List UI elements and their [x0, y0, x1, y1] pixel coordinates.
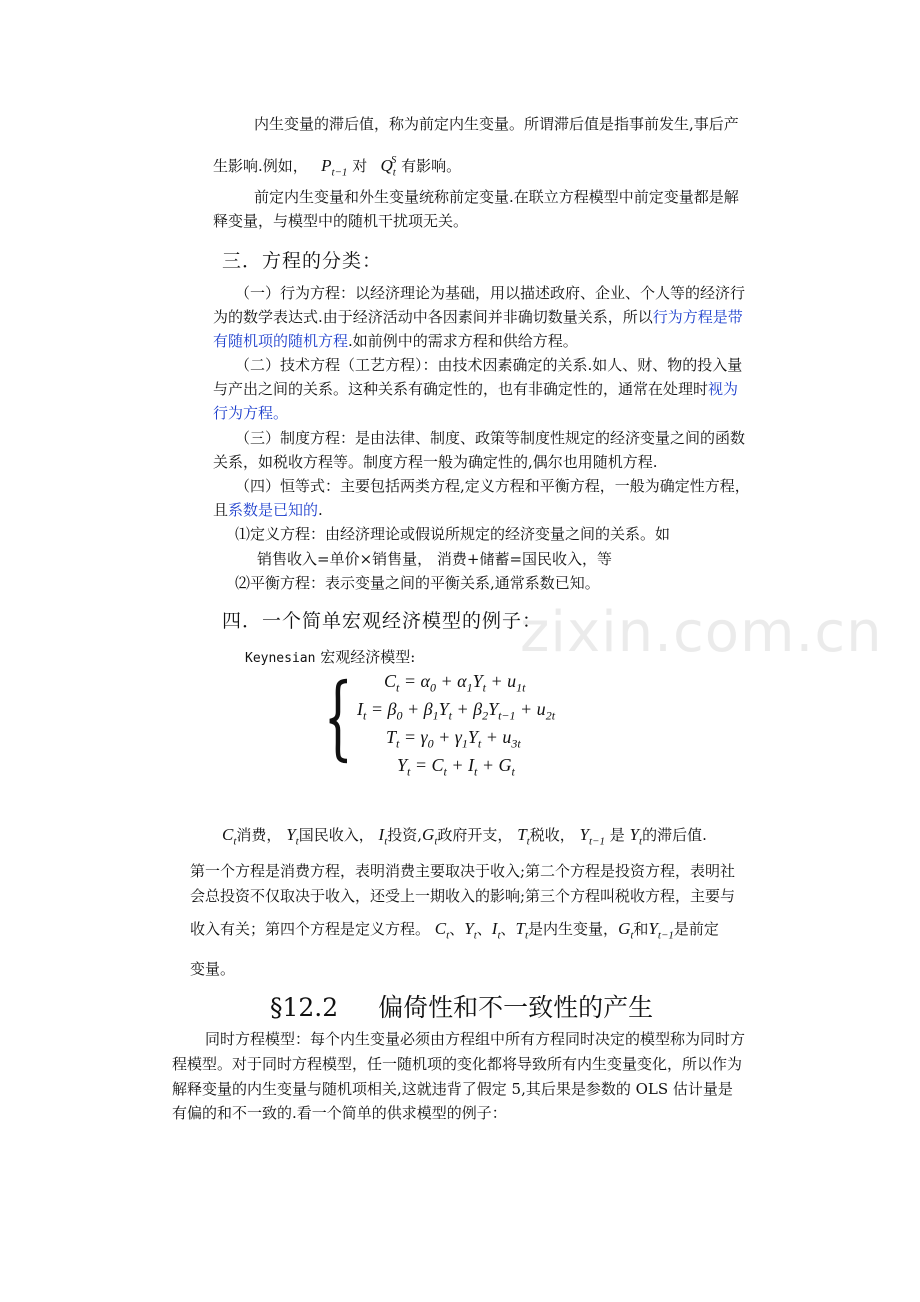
var-t: $T_t$ [517, 825, 530, 848]
heading-equation-classification: 三．方程的分类： [222, 250, 383, 272]
behavioral-highlight-b: 有随机项的随机方程 [213, 332, 349, 350]
para1-line2-text-a: 生影响.例如， [213, 157, 308, 175]
explanation-line4: 变量。 [190, 960, 236, 978]
identity-line2-text-c: . [318, 501, 323, 519]
var-c-desc: 消费， [236, 826, 282, 844]
final-line1: 同时方程模型：每个内生变量必须由方程组中所有方程同时决定的模型称为同时方 [205, 1030, 746, 1048]
equation-tax: $T_t = \gamma_0 + \gamma_1Y_t + u_{3t}$ [386, 727, 521, 751]
definition-eq-line2: 销售收入=单价×销售量， 消费+储蓄=国民收入，等 [257, 550, 613, 568]
math-p-t-1: $P_{t-1}$ [312, 156, 348, 179]
var-g-desc: 政府开支， [437, 826, 513, 844]
explanation-line3-text-d: 是前定 [673, 920, 719, 938]
para2-line2: 释变量，与模型中的随机干扰项无关。 [213, 212, 469, 230]
technical-highlight-b: 行为方程。 [213, 404, 289, 422]
explanation-line2: 会总投资不仅取决于收入，还受上一期收入的影响;第三个方程叫税收方程，主要与 [190, 887, 736, 905]
balance-eq-line: ⑵平衡方程：表示变量之间的平衡关系,通常系数已知。 [235, 574, 600, 592]
keynesian-word: Keynesian [245, 651, 316, 666]
final-line3: 解释变量的内生变量与随机项相关,这就违背了假定 5,其后果是参数的 OLS 估计量是 [172, 1080, 733, 1098]
heading-macro-model: 四．一个简单宏观经济模型的例子： [222, 610, 543, 632]
behavioral-line3-text: .如前例中的需求方程和供给方程。 [348, 332, 578, 350]
definition-eq-line1: ⑴定义方程：由经济理论或假说所规定的经济变量之间的关系。如 [235, 525, 671, 543]
var-y-desc: 国民收入， [298, 826, 374, 844]
var-lag-desc-a: 是 [604, 826, 625, 844]
keynesian-label [245, 646, 415, 670]
explanation-line3: 收入有关；第四个方程是定义方程。 $C_t$、$Y_t$、$I_t$、$T_t$是内生变量，$G_t$和$Y_{t-1}$是前定 [190, 919, 719, 942]
var-t-desc: 税收， [529, 826, 575, 844]
behavioral-line2-text: 为的数学表达式.由于经济活动中各因素间并非确切数量关系，所以 [213, 308, 653, 326]
behavioral-highlight-a: 行为方程是带 [652, 308, 743, 326]
equation-income-identity: $Y_t = C_t + I_t + G_t$ [397, 755, 515, 779]
technical-line2-text: 与产出之间的关系。这种关系有确定性的，也有非确定性的，通常在处理时 [213, 380, 709, 398]
explanation-line1: 第一个方程是消费方程，表明消费主要取决于收入;第二个方程是投资方程，表明社 [190, 862, 736, 880]
para1-line2-text-c: 有影响。 [401, 157, 462, 175]
section-number: §12.2 [270, 993, 339, 1022]
endo-y: $Y_t$ [464, 919, 477, 942]
para2-line1: 前定内生变量和外生变量统称前定变量.在联立方程模型中前定变量都是解 [254, 188, 739, 206]
institutional-line2: 关系，如税收方程等。制度方程一般为确定性的,偶尔也用随机方程. [213, 453, 658, 471]
var-y-ref: $Y_t$ [629, 825, 643, 848]
section-title: 偏倚性和不一致性的产生 [378, 993, 654, 1022]
explanation-line3-text-a: 收入有关；第四个方程是定义方程。 [190, 920, 431, 938]
math-q-t-s: $Q_t^S$ [372, 154, 397, 179]
para1-line2 [213, 149, 461, 183]
watermark: zixin.com.cn [520, 600, 883, 665]
endo-c: $C_t$ [434, 919, 450, 942]
var-c: $C_t$ [222, 825, 237, 848]
identity-line1: （四）恒等式：主要包括两类方程,定义方程和平衡方程，一般为确定性方程， [235, 477, 750, 495]
final-line2: 程模型。对于同时方程模型，任一随机项的变化都将导致所有内生变量变化，所以作为 [172, 1055, 743, 1073]
endo-t: $T_t$ [515, 919, 529, 942]
identity-line2 [213, 499, 323, 521]
identity-line2-text-a: 且 [213, 501, 229, 519]
behavioral-line3 [213, 330, 578, 352]
keynesian-label-text: 宏观经济模型: [315, 648, 416, 666]
behavioral-line1: （一）行为方程：以经济理论为基础，用以描述政府、企业、个人等的经济行 [235, 284, 746, 302]
para1-line2-text-b: 对 [352, 157, 368, 175]
equation-consumption: $C_t = \alpha_0 + \alpha_1Y_t + u_{1t}$ [384, 671, 526, 695]
predet-g: $G_t$ [618, 919, 634, 942]
endo-i: $I_t$ [491, 919, 501, 942]
final-line4: 有偏的和不一致的.看一个简单的供求模型的例子： [172, 1104, 507, 1122]
explanation-line3-text-c: 和 [633, 920, 649, 938]
technical-highlight-a: 视为 [708, 380, 739, 398]
var-y-lag: $Y_{t-1}$ [579, 825, 605, 848]
var-lag-desc-b: 的滞后值. [642, 826, 707, 844]
var-i: $I_t$ [378, 825, 388, 848]
para1-line1: 内生变量的滞后值，称为前定内生变量。所谓滞后值是指事前发生,事后产 [254, 115, 739, 133]
equation-system-brace [328, 678, 350, 764]
section-heading [270, 988, 653, 1024]
var-g: $G_t$ [422, 825, 438, 848]
equation-investment: $I_t = \beta_0 + \beta_1Y_t + \beta_2Y_{t-1} + u_{2t}$ [357, 699, 556, 723]
technical-line1: （二）技术方程（工艺方程）：由技术因素确定的关系.如人、财、物的投入量 [235, 356, 743, 374]
identity-highlight: 系数是已知的 [228, 501, 319, 519]
technical-line2 [213, 378, 738, 400]
explanation-line3-text-b: 是内生变量， [528, 920, 619, 938]
var-y: $Y_t$ [286, 825, 299, 848]
institutional-line1: （三）制度方程：是由法律、制度、政策等制度性规定的经济变量之间的函数 [235, 429, 746, 447]
var-i-desc: 投资, [387, 826, 423, 844]
predet-y-lag: $Y_{t-1}$ [648, 919, 674, 942]
variable-descriptions [222, 824, 707, 852]
behavioral-line2 [213, 306, 743, 328]
